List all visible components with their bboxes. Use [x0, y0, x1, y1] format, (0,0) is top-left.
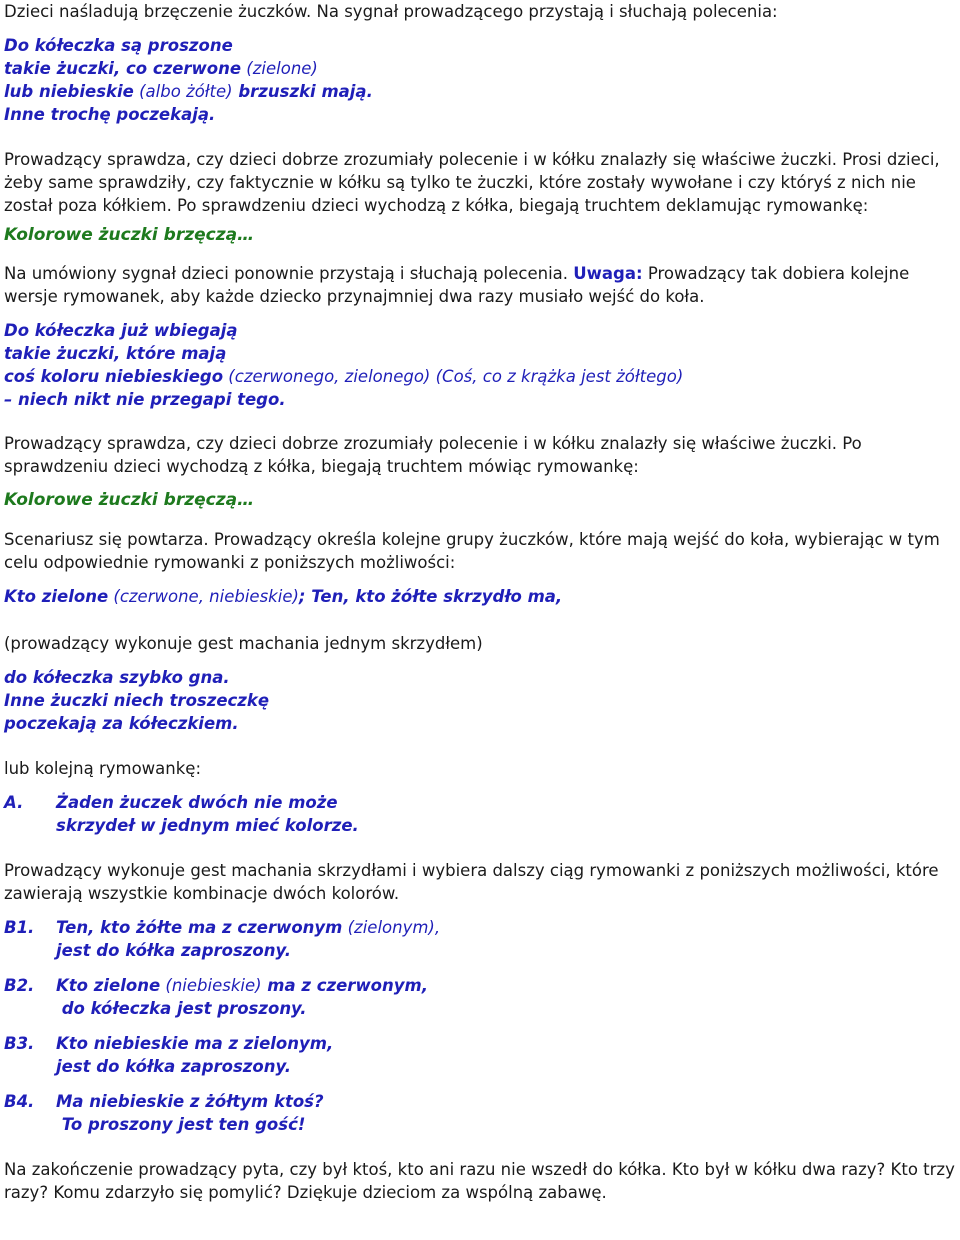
item-b1-line-1a: Ten, kto żółte ma z czerwonym	[56, 918, 343, 937]
item-b3	[4, 1032, 956, 1078]
item-b1	[4, 916, 956, 962]
item-b4-line-2: To proszony jest ten gość!	[56, 1115, 306, 1134]
item-b2-line-1a: Kto zielone	[56, 976, 161, 995]
uwaga-label: Uwaga:	[573, 264, 643, 283]
item-a-label: A.	[4, 793, 24, 812]
item-b2	[4, 974, 956, 1020]
poem-3b: (czerwone, niebieskie)	[108, 587, 299, 606]
poem-3	[4, 585, 956, 608]
poem-2-line-4: – niech nikt nie przegapi tego.	[4, 390, 286, 409]
paragraph-2b: Prowadzący tak dobiera kolejne wersje rymowanek, aby każde dziecko przynajmniej dwa razy musiało wejść do koła.	[4, 264, 910, 306]
poem-4	[4, 666, 956, 735]
item-b3-label: B3.	[4, 1034, 35, 1053]
closing-paragraph: Na zakończenie prowadzący pyta, czy był ktoś, kto ani razu nie wszedł do kółka. Kto był w kółku dwa razy? Kto trzy razy? Komu zdarzyło się pomylić? Dziękuje dzieciom za wspólną zabawę.	[4, 1160, 955, 1202]
paragraph-4: Scenariusz się powtarza. Prowadzący określa kolejne grupy żuczków, które mają wejść do koła, wybierając w tym celu odpowiednie rymowanki z poniższych możliwości:	[4, 530, 940, 572]
poem-4-line-1: do kółeczka szybko gna.	[4, 668, 230, 687]
item-b2-line-1c: ma z czerwonym,	[261, 976, 428, 995]
item-b2-label: B2.	[4, 976, 35, 995]
poem-4-line-2: Inne żuczki niech troszeczkę	[4, 691, 270, 710]
item-b4-line-1: Ma niebieskie z żółtym ktoś?	[56, 1092, 324, 1111]
gesture-note: (prowadzący wykonuje gest machania jednym skrzydłem)	[4, 634, 483, 653]
item-b1-line-2: jest do kółka zaproszony.	[56, 941, 291, 960]
item-b3-line-2: jest do kółka zaproszony.	[56, 1057, 291, 1076]
item-b2-line-1	[56, 974, 428, 997]
poem-1-line-3c: brzuszki mają.	[232, 82, 373, 101]
poem-2-line-3b: (czerwonego, zielonego) (Coś, co z krążka jest żółtego)	[223, 367, 684, 386]
item-a	[4, 791, 956, 837]
paragraph-5: Prowadzący wykonuje gest machania skrzydłami i wybiera dalszy ciąg rymowanki z poniższych możliwości, które zawierają wszystkie kombinacje dwóch kolorów.	[4, 861, 939, 903]
item-b3-line-1: Kto niebieskie ma z zielonym,	[56, 1034, 334, 1053]
chant-1: Kolorowe żuczki brzęczą…	[4, 225, 255, 245]
poem-2	[4, 319, 956, 411]
item-b1-label: B1.	[4, 918, 35, 937]
poem-2-line-1: Do kółeczka już wbiegają	[4, 321, 238, 340]
paragraph-2a: Na umówiony sygnał dzieci ponownie przystają i słuchają polecenia.	[4, 264, 574, 283]
poem-1-line-2	[4, 57, 956, 80]
paragraph-1b: Po sprawdzeniu dzieci wychodzą z kółka, biegają truchtem deklamując rymowankę:	[171, 196, 869, 215]
poem-3c: ; Ten, kto żółte skrzydło ma,	[298, 587, 563, 606]
poem-4-line-3: poczekają za kółeczkiem.	[4, 714, 239, 733]
item-a-line-1: Żaden żuczek dwóch nie może	[56, 793, 338, 812]
poem-1-line-2b: (zielone)	[241, 59, 318, 78]
poem-1-line-4: Inne trochę poczekają.	[4, 105, 216, 124]
item-b4	[4, 1090, 956, 1136]
item-b1-line-1	[56, 916, 440, 939]
poem-1-line-3	[4, 80, 956, 103]
item-b4-label: B4.	[4, 1092, 35, 1111]
item-a-line-2: skrzydeł w jednym mieć kolorze.	[56, 816, 359, 835]
poem-1-line-3a: lub niebieskie	[4, 82, 134, 101]
poem-1	[4, 34, 956, 126]
poem-1-line-1: Do kółeczka są proszone	[4, 36, 233, 55]
paragraph-3: Prowadzący sprawdza, czy dzieci dobrze zrozumiały polecenie i w kółku znalazły się właściwe żuczki. Po sprawdzeniu dzieci wychodzą z kółka, biegają truchtem mówiąc rymowankę:	[4, 434, 862, 476]
poem-1-line-2a: takie żuczki, co czerwone	[4, 59, 242, 78]
poem-3a: Kto zielone	[4, 587, 109, 606]
paragraph-2	[4, 262, 956, 308]
chant-2: Kolorowe żuczki brzęczą…	[4, 490, 255, 510]
paragraph-1	[4, 148, 956, 217]
poem-2-line-3	[4, 365, 956, 388]
poem-2-line-3a: coś koloru niebieskiego	[4, 367, 224, 386]
item-b2-line-1b: (niebieskie)	[160, 976, 262, 995]
paragraph-1a: Prowadzący sprawdza, czy dzieci dobrze zrozumiały polecenie i w kółku znalazły się właściwe żuczki. Prosi dzieci, żeby same sprawdziły, czy faktycznie w kółku są tylko te żuczki, które zostały wywołane i czy któryś z nich nie został poza kółkiem.	[4, 150, 940, 215]
poem-2-line-2: takie żuczki, które mają	[4, 344, 227, 363]
intro-text: Dzieci naśladują brzęczenie żuczków. Na sygnał prowadzącego przystają i słuchają polecenia:	[4, 2, 778, 21]
poem-1-line-3b: (albo żółte)	[133, 82, 233, 101]
item-b2-line-2: do kółeczka jest proszony.	[56, 999, 307, 1018]
item-b1-line-1b: (zielonym),	[342, 918, 441, 937]
or-line: lub kolejną rymowankę:	[4, 759, 202, 778]
